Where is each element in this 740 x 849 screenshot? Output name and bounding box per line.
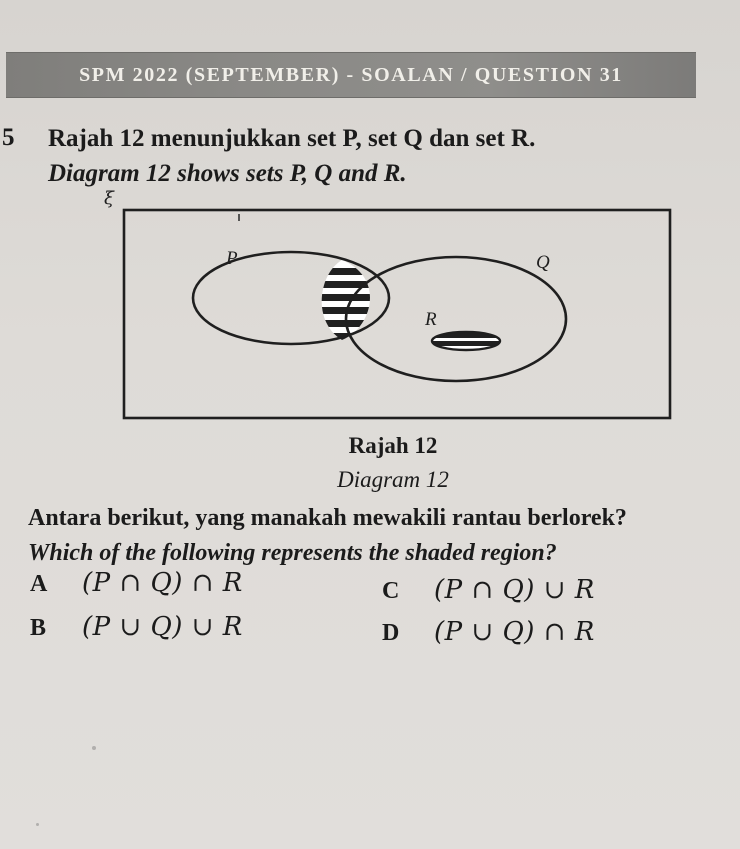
- option-d[interactable]: [382, 617, 595, 647]
- universal-set-symbol: ξ: [104, 190, 114, 209]
- universal-set-rectangle: [124, 210, 670, 418]
- option-a-letter: A: [30, 571, 48, 597]
- option-b-letter: B: [30, 615, 47, 641]
- prompt-english: Which of the following represents the shaded region?: [28, 540, 557, 566]
- question-source-banner: [6, 52, 696, 98]
- option-c-expression: (P ∩ Q) ∪ R: [434, 575, 595, 605]
- set-r-label: R: [425, 309, 437, 330]
- option-b-expression: (P ∪ Q) ∪ R: [82, 612, 243, 642]
- question-intro-english: Diagram 12 shows sets P, Q and R.: [48, 160, 407, 187]
- paper-speck: [92, 746, 96, 750]
- question-number: 5: [2, 124, 15, 151]
- option-a[interactable]: [30, 568, 243, 598]
- option-c-letter: C: [382, 578, 400, 604]
- option-c[interactable]: [382, 575, 595, 605]
- banner-text: SPM 2022 (SEPTEMBER) - SOALAN / QUESTION 31: [79, 63, 623, 86]
- set-p-label: P: [226, 248, 238, 269]
- set-q-label: Q: [536, 252, 550, 273]
- option-d-expression: (P ∪ Q) ∩ R: [434, 617, 595, 647]
- option-d-letter: D: [382, 620, 400, 646]
- option-b[interactable]: [30, 612, 243, 642]
- question-intro-malay: Rajah 12 menunjukkan set P, set Q dan set R.: [48, 125, 536, 152]
- paper-speck: [36, 823, 39, 826]
- option-a-expression: (P ∩ Q) ∩ R: [82, 568, 243, 598]
- venn-diagram: [96, 190, 676, 430]
- diagram-caption-malay: Rajah 12: [348, 433, 438, 458]
- shaded-region-r: [426, 328, 506, 356]
- prompt-malay: Antara berikut, yang manakah mewakili rantau berlorek?: [28, 505, 627, 531]
- diagram-caption-english: Diagram 12: [337, 467, 449, 492]
